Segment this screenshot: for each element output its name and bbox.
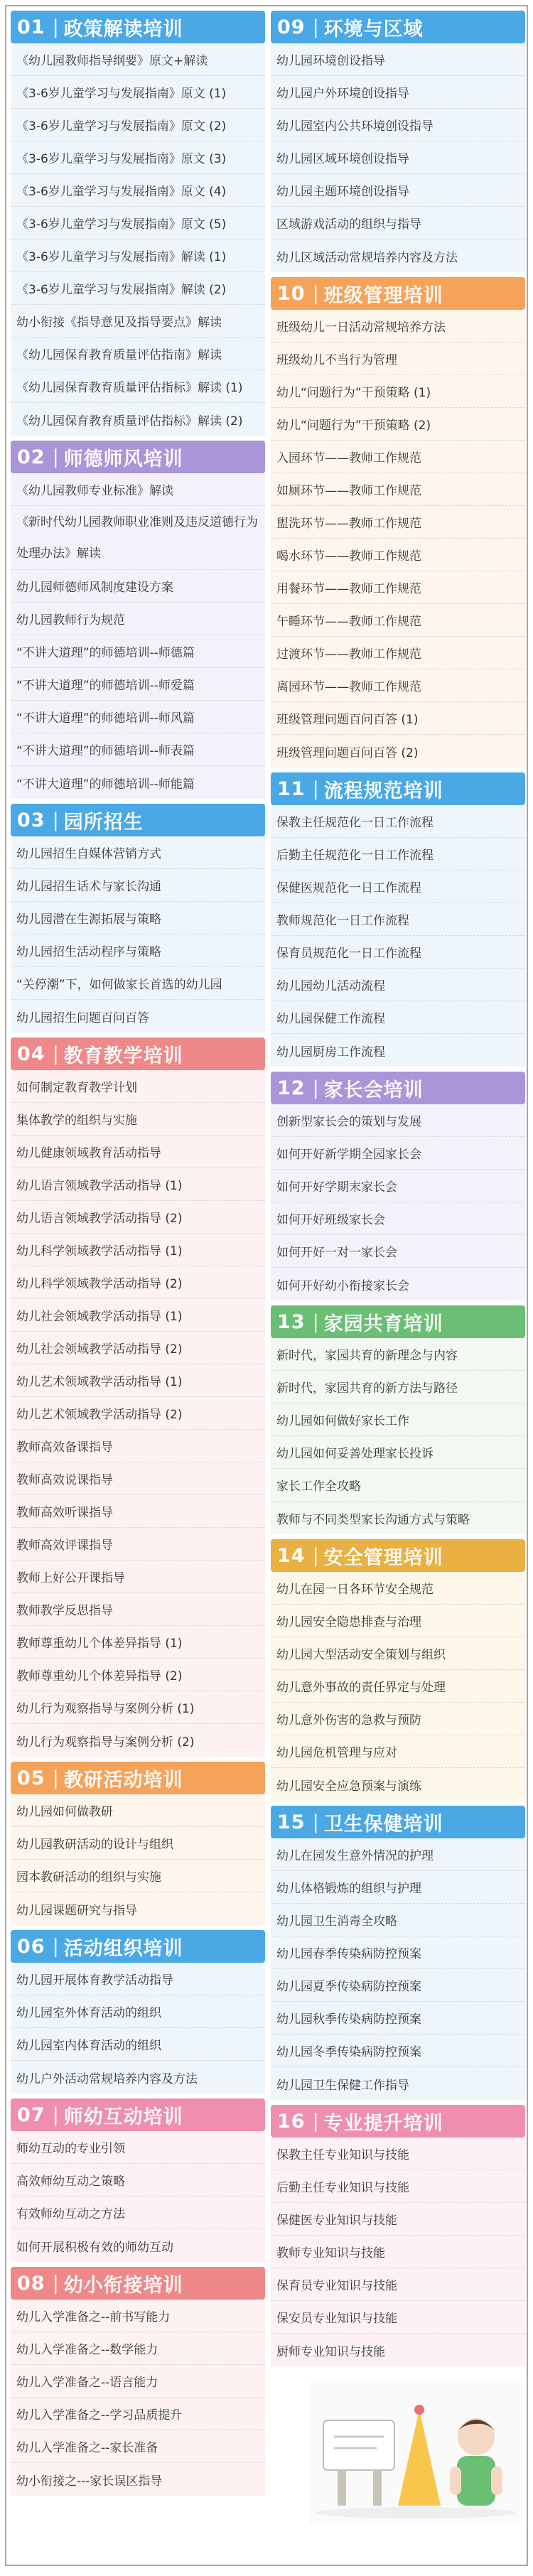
section-04 xyxy=(11,1038,265,1757)
course-item[interactable]: 幼儿入学准备之--学习品质提升 xyxy=(11,2398,265,2430)
section-divider: | xyxy=(52,1935,60,1958)
course-item[interactable]: 保教主任规范化一日工作流程 xyxy=(271,805,525,838)
course-item[interactable]: 高效师幼互动之策略 xyxy=(11,2164,265,2197)
section-title: 幼小衔接培训 xyxy=(63,2274,183,2297)
course-item[interactable]: 幼儿语言领域教学活动指导 (1) xyxy=(11,1168,265,1201)
section-title: 政策解读培训 xyxy=(63,18,183,41)
section-title: 家园共育培训 xyxy=(323,1313,443,1335)
section-header[interactable] xyxy=(11,804,265,836)
course-item[interactable]: 教师上好公开课指导 xyxy=(11,1561,265,1593)
right-column xyxy=(271,11,525,2523)
section-title: 专业提升培训 xyxy=(323,2112,443,2135)
section-number: 03 xyxy=(17,809,45,831)
section-title: 教研活动培训 xyxy=(63,1769,183,1791)
course-item[interactable]: 教师尊重幼儿个体差异指导 (2) xyxy=(11,1659,265,1691)
section-number: 06 xyxy=(17,1935,45,1958)
course-item[interactable]: 班级幼儿不当行为管理 xyxy=(271,343,525,375)
course-item[interactable]: 幼儿园课题研究与指导 xyxy=(16,1903,137,1918)
course-item[interactable]: 幼儿园厨房工作流程 xyxy=(276,1045,385,1060)
course-item[interactable]: 幼儿园安全应急预案与演练 xyxy=(276,1779,421,1794)
course-item[interactable]: 《3-6岁儿童学习与发展指南》解读 (2) xyxy=(11,272,265,305)
section-number: 01 xyxy=(17,16,45,38)
course-item[interactable]: 幼小衔接之---家长误区指导 xyxy=(16,2474,163,2489)
course-item[interactable]: 《3-6岁儿童学习与发展指南》原文 (2) xyxy=(11,109,265,141)
course-item[interactable]: 幼儿园户外环境创设指导 xyxy=(271,76,525,109)
section-divider: | xyxy=(312,2110,320,2133)
section-10 xyxy=(271,277,525,767)
section-number: 08 xyxy=(17,2272,45,2295)
course-item[interactable]: 保教主任专业知识与技能 xyxy=(271,2138,525,2170)
course-item[interactable]: 后勤主任规范化一日工作流程 xyxy=(271,838,525,871)
course-item[interactable]: 家长工作全攻略 xyxy=(271,1469,525,1502)
course-item[interactable]: 幼儿园室内公共环境创设指导 xyxy=(271,109,525,141)
course-item[interactable]: 幼儿语言领域教学活动指导 (2) xyxy=(11,1201,265,1234)
course-item[interactable]: 《3-6岁儿童学习与发展指南》解读 (1) xyxy=(11,239,265,272)
course-item[interactable]: 教师教学反思指导 xyxy=(11,1593,265,1626)
course-item[interactable]: 保安员专业知识与技能 xyxy=(271,2301,525,2334)
course-item[interactable]: 如何开好班级家长会 xyxy=(271,1202,525,1235)
course-item[interactable]: 幼儿意外伤害的急救与预防 xyxy=(271,1703,525,1735)
section-number: 14 xyxy=(277,1544,306,1567)
section-item-list xyxy=(271,1338,525,1534)
section-header[interactable] xyxy=(271,1539,525,1572)
course-item[interactable]: 保育员专业知识与技能 xyxy=(271,2268,525,2301)
course-item[interactable]: 离园环节——教师工作规范 xyxy=(271,669,525,702)
course-item[interactable]: 幼儿健康领域教育活动指导 xyxy=(11,1136,265,1168)
section-item-list xyxy=(271,805,525,1067)
course-item[interactable]: 幼儿体格锻炼的组织与护理 xyxy=(271,1871,525,1904)
course-item[interactable]: 幼儿园招生活动程序与策略 xyxy=(11,934,265,967)
course-item[interactable]: 教师与不同类型家长沟通方式与策略 xyxy=(276,1512,470,1527)
left-column xyxy=(11,11,265,2501)
course-item[interactable]: 幼儿园师德师风制度建设方案 xyxy=(11,570,265,603)
section-title: 环境与区域 xyxy=(323,18,424,41)
course-item[interactable]: 幼儿入学准备之--数学能力 xyxy=(11,2332,265,2365)
course-item[interactable]: 喝水环节——教师工作规范 xyxy=(271,539,525,571)
section-title: 师德师风培训 xyxy=(63,448,183,470)
course-item[interactable]: 幼儿园潜在生源拓展与策略 xyxy=(11,902,265,934)
section-divider: | xyxy=(52,2103,60,2126)
section-number: 13 xyxy=(277,1310,306,1333)
course-item[interactable]: 幼儿园环境创设指导 xyxy=(271,43,525,76)
course-item[interactable]: 幼儿入学准备之--语言能力 xyxy=(11,2365,265,2398)
course-item[interactable]: 过渡环节——教师工作规范 xyxy=(271,637,525,669)
course-item[interactable]: “不讲大道理”的师德培训--师表篇 xyxy=(11,733,265,766)
course-item[interactable]: 集体教学的组织与实施 xyxy=(11,1103,265,1136)
course-item[interactable]: 幼儿园夏季传染病防控预案 xyxy=(271,1969,525,2002)
course-item[interactable]: 如何开好一对一家长会 xyxy=(271,1235,525,1268)
section-divider: | xyxy=(312,1077,320,1099)
section-header[interactable] xyxy=(271,11,525,43)
section-divider: | xyxy=(52,16,60,38)
section-number: 11 xyxy=(277,777,306,800)
course-item[interactable]: 新时代，家园共育的新方法与路径 xyxy=(271,1371,525,1403)
course-item[interactable]: 幼儿园秋季传染病防控预案 xyxy=(271,2002,525,2035)
section-header[interactable] xyxy=(271,1072,525,1104)
section-item-list xyxy=(271,43,525,272)
course-item[interactable]: 幼儿社会领域教学活动指导 (2) xyxy=(11,1332,265,1364)
section-number: 07 xyxy=(17,2103,45,2126)
section-title: 教育教学培训 xyxy=(63,1045,183,1067)
course-item[interactable]: 教师高效听课指导 xyxy=(11,1495,265,1528)
section-header[interactable] xyxy=(11,1930,265,1963)
section-number: 16 xyxy=(277,2110,306,2133)
course-item[interactable]: 幼儿园大型活动安全策划与组织 xyxy=(271,1637,525,1670)
course-item[interactable]: 幼儿区域活动常规培养内容及方法 xyxy=(276,250,458,265)
section-title: 家长会培训 xyxy=(323,1079,424,1101)
course-item[interactable]: 入园环节——教师工作规范 xyxy=(271,441,525,473)
section-divider: | xyxy=(312,282,320,305)
course-item[interactable]: “不讲大道理”的师德培训--师风篇 xyxy=(11,701,265,733)
course-item[interactable]: 幼儿意外事故的责任界定与处理 xyxy=(271,1670,525,1703)
course-item[interactable]: 幼儿行为观察指导与案例分析 (2) xyxy=(16,1735,195,1750)
section-item-list xyxy=(11,2300,265,2496)
section-number: 05 xyxy=(17,1767,45,1789)
section-header[interactable] xyxy=(11,11,265,43)
course-item[interactable]: 创新型家长会的策划与发展 xyxy=(271,1104,525,1137)
section-number: 02 xyxy=(17,446,45,468)
course-item[interactable]: 幼儿园如何做好家长工作 xyxy=(271,1403,525,1436)
course-item[interactable]: 幼儿行为观察指导与案例分析 (1) xyxy=(11,1691,265,1724)
course-item[interactable]: 幼儿科学领域教学活动指导 (2) xyxy=(11,1266,265,1299)
course-item[interactable]: 幼儿园安全隐患排查与治理 xyxy=(271,1605,525,1637)
section-header[interactable] xyxy=(11,2267,265,2300)
section-title: 安全管理培训 xyxy=(323,1546,443,1569)
section-02 xyxy=(11,441,265,799)
course-item[interactable]: 幼儿在园一日各环节安全规范 xyxy=(271,1572,525,1605)
course-item[interactable]: 保健医规范化一日工作流程 xyxy=(271,871,525,903)
course-item[interactable]: 《3-6岁儿童学习与发展指南》原文 (5) xyxy=(11,207,265,239)
course-item[interactable]: 师幼互动的专业引领 xyxy=(11,2131,265,2164)
course-item[interactable]: 班级管理问题百问百答 (1) xyxy=(271,702,525,735)
course-item[interactable]: 如何开展积极有效的师幼互动 xyxy=(16,2240,173,2255)
section-09 xyxy=(271,11,525,272)
section-header[interactable] xyxy=(11,1038,265,1070)
course-item[interactable]: 幼小衔接《指导意见及指导要点》解读 xyxy=(11,305,265,338)
section-13 xyxy=(271,1305,525,1534)
course-item[interactable]: 厨师专业知识与技能 xyxy=(276,2344,385,2359)
course-item[interactable]: 幼儿社会领域教学活动指导 (1) xyxy=(11,1299,265,1332)
course-item[interactable]: 有效师幼互动之方法 xyxy=(11,2197,265,2229)
course-item[interactable]: 教师专业知识与技能 xyxy=(271,2236,525,2268)
section-title: 流程规范培训 xyxy=(323,780,443,802)
section-header[interactable] xyxy=(271,277,525,310)
course-item[interactable]: 幼儿园卫生消毒全攻略 xyxy=(271,1904,525,1936)
course-item[interactable]: 幼儿园如何做教研 xyxy=(11,1794,265,1827)
section-14 xyxy=(271,1539,525,1801)
catalog-page xyxy=(5,5,528,2566)
course-item[interactable]: 《幼儿园保育教育质量评估指南》解读 xyxy=(11,338,265,370)
course-item[interactable]: 如厕环节——教师工作规范 xyxy=(271,473,525,506)
course-item[interactable]: 教师尊重幼儿个体差异指导 (1) xyxy=(11,1626,265,1659)
section-07 xyxy=(11,2098,265,2262)
course-item[interactable]: 幼儿园幼儿活动流程 xyxy=(271,969,525,1001)
section-title: 师幼互动培训 xyxy=(63,2106,183,2128)
section-header[interactable] xyxy=(11,1762,265,1794)
course-item[interactable]: 如何开好新学期全园家长会 xyxy=(271,1137,525,1170)
section-03 xyxy=(11,804,265,1033)
course-item[interactable]: 幼儿园保健工作流程 xyxy=(271,1001,525,1034)
course-item[interactable]: 《3-6岁儿童学习与发展指南》原文 (4) xyxy=(11,174,265,207)
course-item[interactable]: 班级幼儿一日活动常规培养方法 xyxy=(271,310,525,343)
course-item[interactable]: 幼儿园如何妥善处理家长投诉 xyxy=(271,1436,525,1469)
decoration-area xyxy=(271,2371,525,2523)
course-item[interactable]: 用餐环节——教师工作规范 xyxy=(271,571,525,604)
section-title: 卫生保健培训 xyxy=(323,1813,443,1836)
section-06 xyxy=(11,1930,265,2093)
section-divider: | xyxy=(52,809,60,831)
section-number: 12 xyxy=(277,1077,306,1099)
course-item[interactable]: 幼儿园招生话术与家长沟通 xyxy=(11,869,265,902)
course-item[interactable]: 午睡环节——教师工作规范 xyxy=(271,604,525,637)
section-item-list xyxy=(11,836,265,1033)
section-item-list xyxy=(11,1794,265,1925)
course-item[interactable]: 幼儿园卫生保健工作指导 xyxy=(276,2078,409,2093)
section-divider: | xyxy=(52,2272,60,2295)
course-item[interactable]: 幼儿“问题行为”干预策略 (1) xyxy=(271,375,525,408)
section-header[interactable] xyxy=(271,1305,525,1338)
section-divider: | xyxy=(312,1544,320,1567)
course-item[interactable]: 幼儿园教研活动的设计与组织 xyxy=(11,1827,265,1860)
section-header[interactable] xyxy=(11,441,265,473)
course-item[interactable]: “不讲大道理”的师德培训--师能篇 xyxy=(16,777,195,792)
section-divider: | xyxy=(312,1310,320,1333)
section-item-list xyxy=(11,473,265,799)
section-16 xyxy=(271,2105,525,2366)
course-item[interactable]: 幼儿科学领域教学活动指导 (1) xyxy=(11,1234,265,1266)
course-item[interactable]: 幼儿户外活动常规培养内容及方法 xyxy=(16,2071,198,2086)
section-title: 班级管理培训 xyxy=(323,284,443,307)
course-item[interactable]: 《幼儿园教师专业标准》解读 xyxy=(11,473,265,506)
course-item[interactable]: 如何制定教育教学计划 xyxy=(11,1070,265,1103)
section-number: 15 xyxy=(277,1811,306,1833)
course-item[interactable]: 教师高效备课指导 xyxy=(11,1430,265,1462)
course-item[interactable]: 如何开好幼小衔接家长会 xyxy=(276,1278,409,1293)
section-divider: | xyxy=(312,1811,320,1833)
section-divider: | xyxy=(312,16,320,38)
course-item[interactable]: 幼儿园开展体育教学活动指导 xyxy=(11,1963,265,1995)
section-number: 10 xyxy=(277,282,306,305)
section-05 xyxy=(11,1762,265,1925)
course-item[interactable]: 教师高效评课指导 xyxy=(11,1528,265,1561)
course-item[interactable]: 幼儿园室外体育活动的组织 xyxy=(11,1995,265,2028)
course-item[interactable]: 区域游戏活动的组织与指导 xyxy=(271,207,525,239)
course-item[interactable]: 《幼儿园保育教育质量评估指标》解读 (1) xyxy=(11,370,265,403)
course-item[interactable]: 幼儿在园发生意外情况的护理 xyxy=(271,1838,525,1871)
course-item[interactable]: 《3-6岁儿童学习与发展指南》原文 (3) xyxy=(11,141,265,174)
section-header[interactable] xyxy=(11,2098,265,2131)
course-item[interactable]: 幼儿园危机管理与应对 xyxy=(271,1735,525,1768)
section-header[interactable] xyxy=(271,2105,525,2138)
course-item[interactable]: 《新时代幼儿园教师职业准则及违反道德行为处理办法》解读 xyxy=(11,506,265,570)
course-item[interactable]: 幼儿园区域环境创设指导 xyxy=(271,141,525,174)
course-item[interactable]: 幼儿园室内体育活动的组织 xyxy=(11,2028,265,2061)
section-divider: | xyxy=(52,1042,60,1065)
course-item[interactable]: 幼儿园主题环境创设指导 xyxy=(271,174,525,207)
teacher-illustration-icon xyxy=(309,2381,522,2523)
section-item-list xyxy=(271,1838,525,2100)
section-item-list xyxy=(271,1572,525,1801)
course-item[interactable]: 保健医专业知识与技能 xyxy=(271,2203,525,2236)
section-11 xyxy=(271,772,525,1067)
course-item[interactable]: 幼儿园招生自媒体营销方式 xyxy=(11,836,265,869)
course-item[interactable]: 《幼儿园教师指导纲要》原文+解读 xyxy=(11,43,265,76)
course-item[interactable]: 幼儿入学准备之--家长准备 xyxy=(11,2430,265,2463)
section-divider: | xyxy=(52,1767,60,1789)
course-item[interactable]: 班级管理问题百问百答 (2) xyxy=(276,745,419,760)
course-item[interactable]: 盥洗环节——教师工作规范 xyxy=(271,506,525,539)
section-item-list xyxy=(11,1963,265,2093)
section-header[interactable] xyxy=(271,772,525,805)
course-item[interactable]: 后勤主任专业知识与技能 xyxy=(271,2170,525,2203)
section-08 xyxy=(11,2267,265,2496)
course-item[interactable]: 幼儿园冬季传染病防控预案 xyxy=(271,2035,525,2067)
section-item-list xyxy=(271,310,525,767)
course-item[interactable]: “关停潮”下，如何做家长首选的幼儿园 xyxy=(11,967,265,1000)
course-item[interactable]: 教师高效说课指导 xyxy=(11,1462,265,1495)
section-divider: | xyxy=(52,446,60,468)
course-item[interactable]: 幼儿艺术领域教学活动指导 (2) xyxy=(11,1397,265,1430)
course-item[interactable]: “不讲大道理”的师德培训--师德篇 xyxy=(11,635,265,668)
section-item-list xyxy=(11,2131,265,2262)
section-item-list xyxy=(271,1104,525,1300)
section-item-list xyxy=(271,2138,525,2366)
section-15 xyxy=(271,1806,525,2100)
course-item[interactable]: 幼儿入学准备之--前书写能力 xyxy=(11,2300,265,2332)
section-number: 04 xyxy=(17,1042,45,1065)
section-title: 活动组织培训 xyxy=(63,1937,183,1960)
section-header[interactable] xyxy=(271,1806,525,1838)
section-number: 09 xyxy=(277,16,306,38)
section-item-list xyxy=(11,1070,265,1757)
course-item[interactable]: 如何开好学期末家长会 xyxy=(271,1170,525,1202)
course-item[interactable]: 幼儿艺术领域教学活动指导 (1) xyxy=(11,1364,265,1397)
course-item[interactable]: “不讲大道理”的师德培训--师爱篇 xyxy=(11,668,265,701)
section-01 xyxy=(11,11,265,436)
course-item[interactable]: 《幼儿园保育教育质量评估指标》解读 (2) xyxy=(16,414,243,429)
section-item-list xyxy=(11,43,265,436)
section-12 xyxy=(271,1072,525,1300)
section-title: 园所招生 xyxy=(63,811,144,834)
course-item[interactable]: 幼儿园春季传染病防控预案 xyxy=(271,1936,525,1969)
course-item[interactable]: 幼儿园招生问题百问百答 xyxy=(16,1011,149,1025)
course-item[interactable]: 幼儿园教师行为规范 xyxy=(11,603,265,635)
course-item[interactable]: 教师规范化一日工作流程 xyxy=(271,903,525,936)
course-item[interactable]: 园本教研活动的组织与实施 xyxy=(11,1860,265,1892)
course-item[interactable]: 《3-6岁儿童学习与发展指南》原文 (1) xyxy=(11,76,265,109)
course-item[interactable]: 幼儿“问题行为”干预策略 (2) xyxy=(271,408,525,441)
course-item[interactable]: 新时代，家园共育的新理念与内容 xyxy=(271,1338,525,1371)
course-item[interactable]: 保育员规范化一日工作流程 xyxy=(271,936,525,969)
section-divider: | xyxy=(312,777,320,800)
